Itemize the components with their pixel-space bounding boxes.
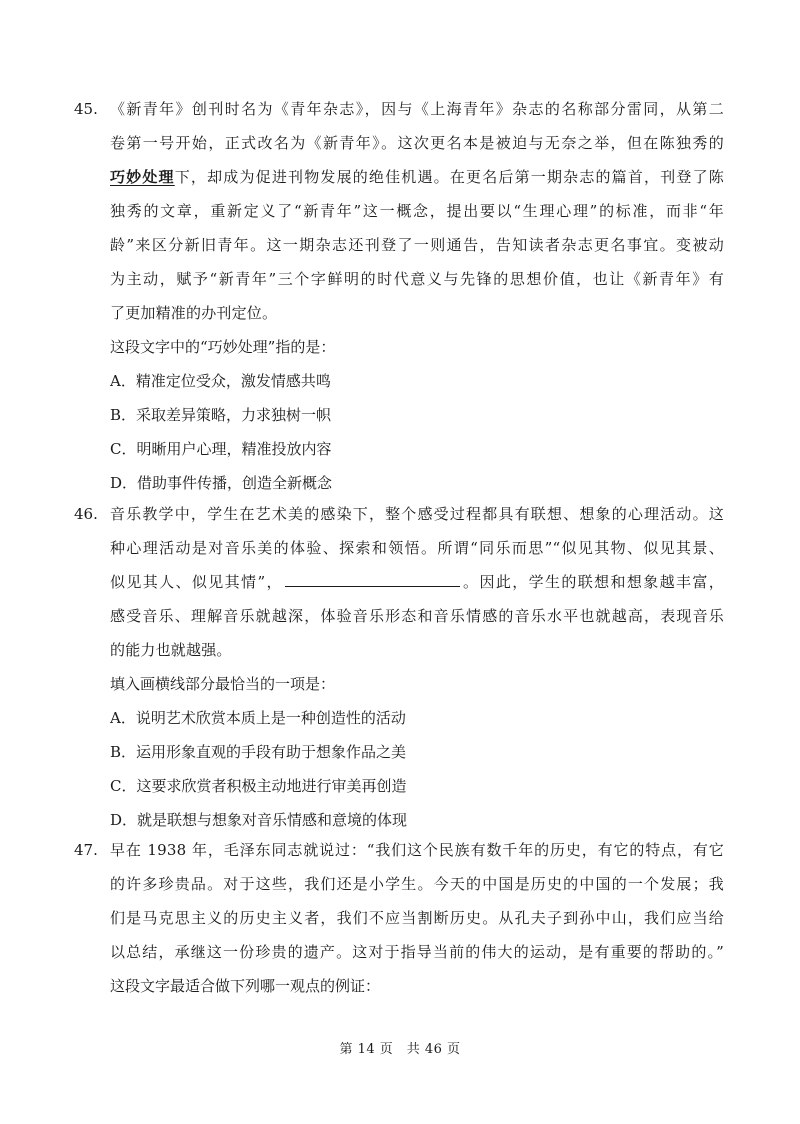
- question-text-line: 以总结，承继这一份珍贵的遗产。这对于指导当前的伟大的运动，是有重要的帮助的。”: [110, 943, 724, 961]
- option-d: D．借助事件传播，创造全新概念: [110, 474, 333, 492]
- question-text-line: 的能力也就越强。: [110, 641, 232, 659]
- question-text-line: 独秀的文章，重新定义了“新青年”这一概念，提出要以“生理心理”的标准，而非“年: [110, 202, 724, 220]
- emphasis-text: 巧妙处理: [110, 168, 175, 186]
- question-text-line: 感受音乐、理解音乐就越深，体验音乐形态和音乐情感的音乐水平也就越高，表现音乐: [110, 607, 724, 625]
- option-c: C．明晰用户心理，精准投放内容: [110, 440, 332, 458]
- option-b: B．采取差异策略，力求独树一帜: [110, 406, 332, 424]
- question-prompt: 这段文字中的“巧妙处理”指的是：: [110, 338, 336, 356]
- question-text-line: 似见其人、似见其情”， 。因此，学生的联想和想象越丰富，: [110, 565, 724, 599]
- question-text-line: 音乐教学中，学生在艺术美的感染下，整个感受过程都具有联想、想象的心理活动。这: [110, 505, 724, 523]
- page-footer: 第 14 页 共 46 页: [339, 1042, 461, 1057]
- fill-in-blank: [285, 568, 460, 587]
- question-text-line: 早在 1938 年，毛泽东同志就说过：“我们这个民族有数千年的历史，有它的特点，有它: [110, 841, 724, 859]
- question-text-line: 的许多珍贵品。对于这些，我们还是小学生。今天的中国是历史的中国的一个发展；我: [110, 875, 724, 893]
- question-text-line: 为主动，赋予“新青年”三个字鲜明的时代意义与先锋的思想价值，也让《新青年》有: [110, 270, 724, 288]
- question-prompt: 填入画横线部分最恰当的一项是：: [110, 675, 336, 693]
- option-c: C．这要求欣赏者积极主动地进行审美再创造: [110, 777, 407, 795]
- question-text-line: 卷第一号开始，正式改名为《新青年》。这次更名本是被迫与无奈之举，但在陈独秀的: [110, 134, 724, 152]
- question-text-line: 们是马克思主义的历史主义者，我们不应当割断历史。从孔夫子到孙中山，我们应当给: [110, 909, 724, 927]
- question-text-line: 种心理活动是对音乐美的体验、探索和领悟。所谓“同乐而思”“似见其物、似见其景、: [110, 539, 724, 557]
- option-d: D．就是联想与想象对音乐情感和意境的体现: [110, 811, 408, 829]
- question-text-line: 了更加精准的办刊定位。: [110, 304, 278, 322]
- question-number: 45.: [74, 100, 98, 118]
- question-prompt: 这段文字最适合做下列哪一观点的例证：: [110, 977, 381, 995]
- option-a: A．精准定位受众，激发情感共鸣: [110, 372, 331, 390]
- option-a: A．说明艺术欣赏本质上是一种创造性的活动: [110, 709, 406, 727]
- question-text-line: 巧妙处理下，却成为促进刊物发展的绝佳机遇。在更名后第一期杂志的篇首，刊登了陈: [110, 168, 724, 186]
- question-number: 47.: [74, 841, 98, 859]
- question-text-line: 《新青年》创刊时名为《青年杂志》，因与《上海青年》杂志的名称部分雷同，从第二: [110, 100, 724, 118]
- question-text-line: 龄”来区分新旧青年。这一期杂志还刊登了一则通告，告知读者杂志更名事宜。变被动: [110, 236, 724, 254]
- question-number: 46.: [74, 505, 98, 523]
- option-b: B．运用形象直观的手段有助于想象作品之美: [110, 743, 407, 761]
